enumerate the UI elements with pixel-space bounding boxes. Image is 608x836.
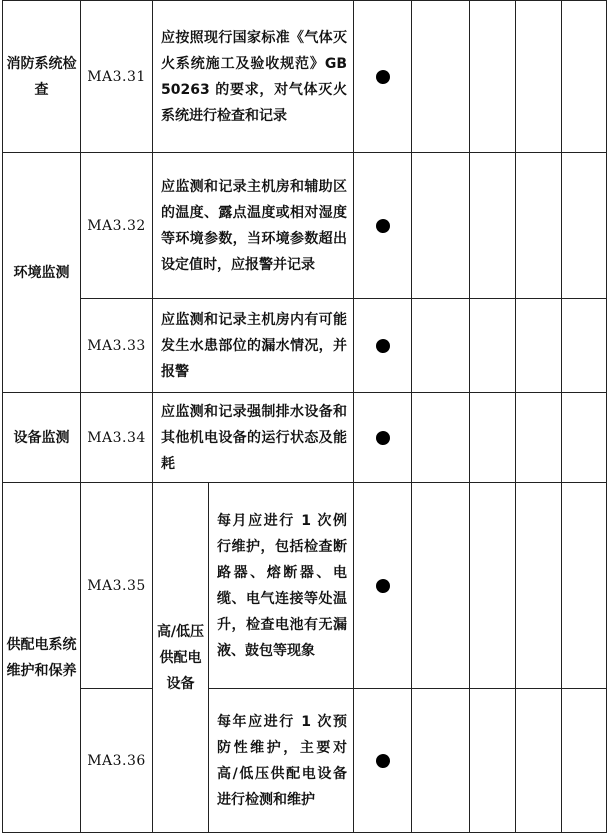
requirement-cell: 应监测和记录强制排水设备和其他机电设备的运行状态及能耗 xyxy=(153,393,354,483)
subcategory-cell: 高/低压供配电设备 xyxy=(153,483,209,833)
empty-cell xyxy=(470,153,516,299)
mark-cell xyxy=(354,483,412,689)
filled-dot-icon xyxy=(376,754,390,768)
code-cell: MA3.33 xyxy=(81,299,153,393)
empty-cell xyxy=(516,153,562,299)
table-row xyxy=(3,689,607,833)
empty-cell xyxy=(412,689,470,833)
empty-cell xyxy=(562,393,607,483)
requirement-cell: 应监测和记录主机房内有可能发生水患部位的漏水情况，并报警 xyxy=(153,299,354,393)
code-cell: MA3.35 xyxy=(81,483,153,689)
empty-cell xyxy=(412,153,470,299)
empty-cell xyxy=(470,393,516,483)
code-cell: MA3.31 xyxy=(81,1,153,153)
requirement-cell: 应按照现行国家标准《气体灭火系统施工及验收规范》GB 50263 的要求，对气体灭火系统进行检查和记录 xyxy=(153,1,354,153)
requirement-cell: 应监测和记录主机房和辅助区的温度、露点温度或相对湿度等环境参数，当环境参数超出设定值时，应报警并记录 xyxy=(153,153,354,299)
empty-cell xyxy=(412,483,470,689)
table-row xyxy=(3,1,607,153)
empty-cell xyxy=(562,483,607,689)
mark-cell xyxy=(354,299,412,393)
table-row xyxy=(3,483,607,689)
mark-cell xyxy=(354,689,412,833)
empty-cell xyxy=(516,393,562,483)
empty-cell xyxy=(562,689,607,833)
filled-dot-icon xyxy=(376,70,390,84)
mark-cell xyxy=(354,153,412,299)
filled-dot-icon xyxy=(376,579,390,593)
standards-table xyxy=(2,0,607,833)
requirement-cell: 每月应进行 1 次例行维护，包括检查断路器、熔断器、电缆、电气连接等处温升，检查电池有无漏液、鼓包等现象 xyxy=(209,483,354,689)
empty-cell xyxy=(516,483,562,689)
empty-cell xyxy=(412,299,470,393)
filled-dot-icon xyxy=(376,219,390,233)
category-cell: 消防系统检查 xyxy=(3,1,81,153)
table-row xyxy=(3,393,607,483)
empty-cell xyxy=(562,153,607,299)
table-row xyxy=(3,153,607,299)
empty-cell xyxy=(516,689,562,833)
empty-cell xyxy=(470,689,516,833)
empty-cell xyxy=(470,483,516,689)
empty-cell xyxy=(516,299,562,393)
mark-cell xyxy=(354,393,412,483)
mark-cell xyxy=(354,1,412,153)
category-cell: 环境监测 xyxy=(3,153,81,393)
code-cell: MA3.34 xyxy=(81,393,153,483)
filled-dot-icon xyxy=(376,339,390,353)
empty-cell xyxy=(470,1,516,153)
empty-cell xyxy=(470,299,516,393)
code-cell: MA3.32 xyxy=(81,153,153,299)
empty-cell xyxy=(412,393,470,483)
filled-dot-icon xyxy=(376,431,390,445)
requirement-cell: 每年应进行 1 次预防性维护，主要对高/低压供配电设备进行检测和维护 xyxy=(209,689,354,833)
empty-cell xyxy=(412,1,470,153)
empty-cell xyxy=(516,1,562,153)
category-cell: 供配电系统维护和保养 xyxy=(3,483,81,833)
category-cell: 设备监测 xyxy=(3,393,81,483)
empty-cell xyxy=(562,299,607,393)
empty-cell xyxy=(562,1,607,153)
code-cell: MA3.36 xyxy=(81,689,153,833)
table-row xyxy=(3,299,607,393)
